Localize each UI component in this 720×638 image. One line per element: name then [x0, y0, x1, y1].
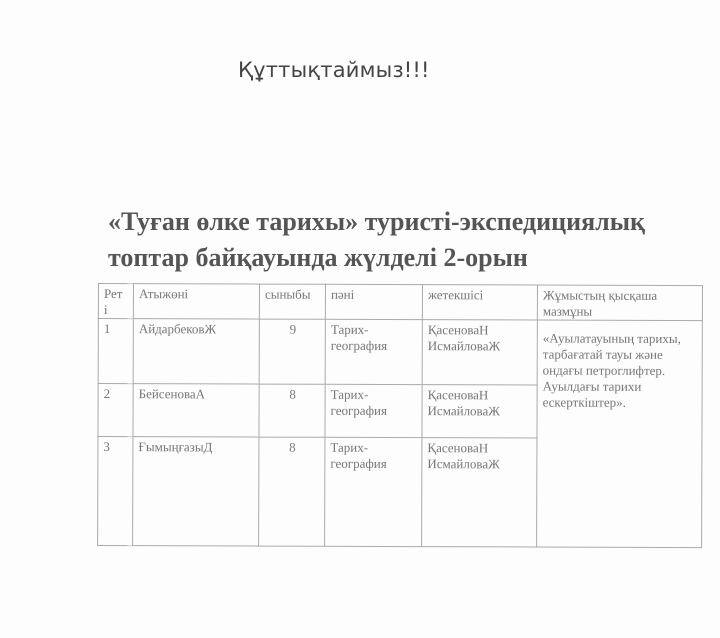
cell-grade: 9: [259, 319, 325, 384]
cell-number: 1: [98, 319, 133, 384]
cell-grade: 8: [259, 384, 325, 437]
header-number: Рет і: [98, 284, 133, 319]
cell-subject: Тарих-география: [325, 437, 422, 546]
header-subject: пәні: [325, 284, 422, 319]
header-supervisor: жетекшісі: [422, 285, 537, 320]
cell-name: ҒымыңғазыД: [133, 437, 259, 546]
cell-name: АйдарбековЖ: [133, 319, 259, 384]
cell-number: 3: [98, 437, 133, 546]
cell-name: БейсеноваА: [133, 384, 259, 437]
cell-supervisor: [422, 438, 537, 547]
table-row: [98, 319, 702, 386]
supervisor-2: ИсмайловаЖ: [427, 403, 500, 419]
cell-grade: 8: [259, 437, 325, 546]
header-name: Атыжөні: [133, 284, 259, 319]
title-line-1: «Туған өлке тарихы» туристі-экспедициялық: [108, 207, 645, 236]
supervisor-1: ҚасеноваН: [427, 322, 489, 338]
cell-number: 2: [98, 384, 133, 437]
results-table: [97, 283, 703, 548]
supervisor-1: ҚасеноваН: [427, 440, 489, 456]
title-line-2: топтар байқауында жүлделі 2-орын: [108, 243, 528, 272]
cell-summary: [537, 320, 703, 548]
congratulations-heading: Құттықтаймыз!!!: [238, 58, 430, 82]
cell-subject: Тарих-география: [325, 384, 422, 437]
summary-text: «Ауылатауының тарихы, тарбағатай тауы және ондағы петроглифтер. Ауылдағы тарихи ескерткіштер».: [542, 330, 681, 410]
table-header-row: [98, 284, 702, 321]
document-title: [108, 204, 645, 276]
supervisor-2: ИсмайловаЖ: [427, 338, 501, 354]
header-grade: сыныбы: [259, 284, 325, 319]
supervisor-1: ҚасеноваН: [427, 387, 489, 403]
cell-subject: Тарих-география: [325, 319, 422, 384]
header-summary: Жұмыстың қысқаша мазмұны: [537, 285, 702, 321]
supervisor-2: ИсмайловаЖ: [427, 456, 500, 472]
cell-supervisor: [422, 320, 537, 385]
cell-supervisor: [422, 385, 537, 438]
